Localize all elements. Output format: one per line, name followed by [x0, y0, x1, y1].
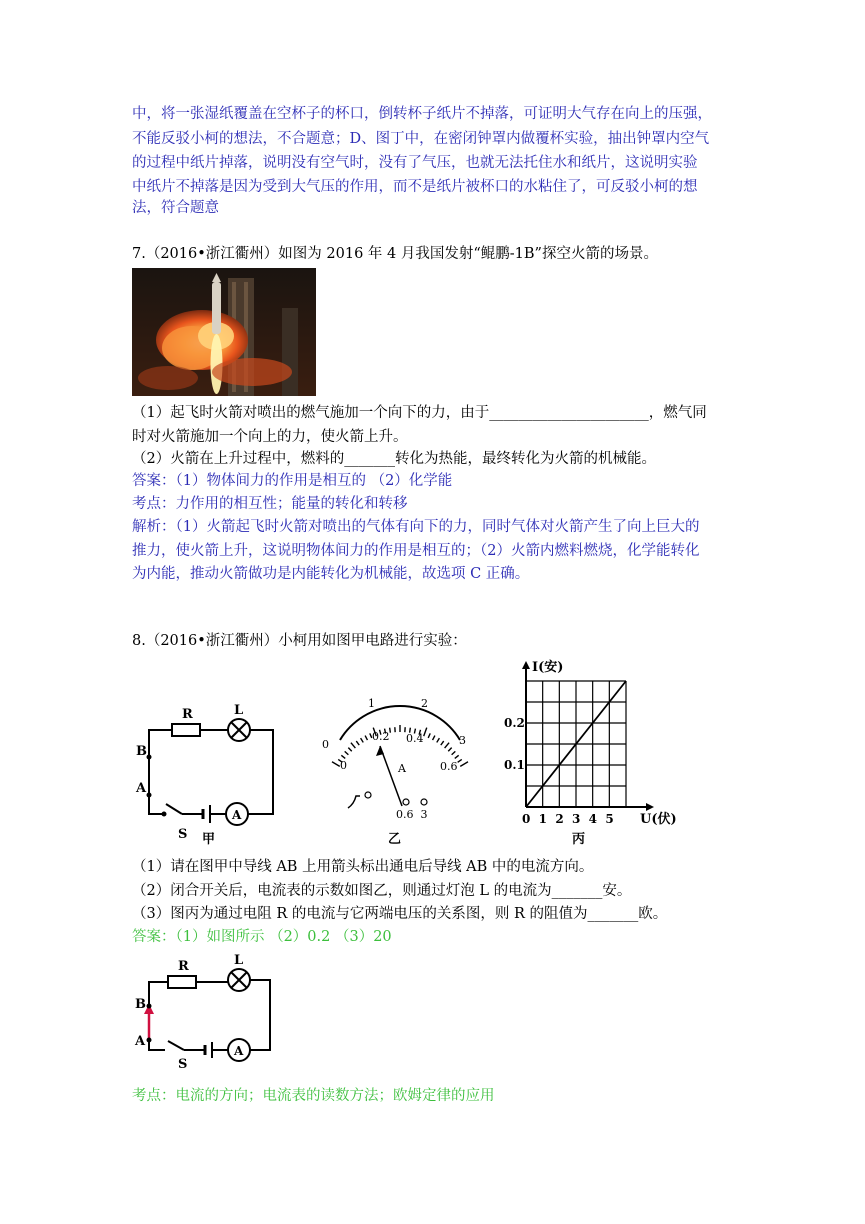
- x-tick-label: 2: [555, 812, 564, 826]
- ammeter-tick: [428, 733, 430, 738]
- ammeter-tick: [455, 755, 459, 758]
- ammeter-tick: [458, 759, 462, 762]
- circuit-diagram-jia: [132, 700, 282, 850]
- ammeter-unit: A: [398, 762, 406, 775]
- circuit-label-s: S: [178, 827, 188, 842]
- iu-chart-bing: [500, 655, 690, 850]
- circuit-label-a: A: [136, 781, 147, 796]
- ammeter-tick: [437, 738, 440, 742]
- answer-label-b: B: [135, 997, 146, 1012]
- x-tick-label: 3: [572, 812, 581, 826]
- y-tick-label: 0.2: [504, 716, 525, 730]
- x-tick-label: 1: [538, 812, 548, 826]
- caption-yi: 乙: [388, 832, 402, 847]
- ammeter-tick: [345, 751, 349, 754]
- prev-explanation-line-5: 法，符合题意: [132, 200, 219, 216]
- y-axis-label: I(安): [532, 660, 564, 675]
- q7-title: 7.（2016•浙江衢州）如图为 2016 年 4 月我国发射“鲲鹏-1B”探空火箭的场景。: [132, 246, 658, 262]
- ammeter-tick: [348, 748, 351, 752]
- ammeter-dial-yi: [318, 690, 478, 850]
- q7-jiexi-line-2: 推力，使火箭上升，这说明物体间力的作用是相互的；（2）火箭内燃料燃烧，化学能转化: [132, 543, 700, 559]
- ammeter-tick: [452, 751, 456, 754]
- q7-part2: （2）火箭在上升过程中，燃料的_______转化为热能，最终转化为火箭的机械能。: [132, 451, 656, 467]
- y-tick-label: 0.1: [504, 758, 525, 772]
- ammeter-tick: [351, 743, 355, 748]
- q8-kaodian: 考点：电流的方向；电流表的读数方法；欧姆定律的应用: [132, 1088, 495, 1104]
- ammeter-inner-zero: 0: [340, 759, 347, 772]
- prev-explanation-line-4: 中纸片不掉落是因为受到大气压的作用，而不是纸片被杯口的水粘住了，可反驳小柯的想: [132, 179, 698, 195]
- q7-part1-line-2: 时对火箭施加一个向上的力，使火箭上升。: [132, 429, 408, 445]
- ammeter-outer-3: 3: [459, 734, 466, 747]
- x-tick-label: 0: [522, 812, 531, 826]
- ammeter-tick: [361, 738, 364, 742]
- x-tick-label: 4: [588, 812, 598, 826]
- prev-explanation-line-2: 不能反驳小柯的想法，不合题意；D、图丁中，在密闭钟罩内做覆杯实验，抽出钟罩内空气: [132, 131, 710, 147]
- ammeter-tick: [433, 736, 435, 740]
- q8-part1: （1）请在图甲中导线 AB 上用箭头标出通电后导线 AB 中的电流方向。: [132, 859, 594, 875]
- x-tick-label: 5: [605, 812, 614, 826]
- answer-label-r: R: [178, 959, 189, 974]
- ammeter-inner-0-2: 0.2: [372, 730, 390, 743]
- ammeter-tick: [390, 728, 391, 733]
- ammeter-tick: [445, 743, 449, 748]
- ammeter-tick: [365, 736, 367, 740]
- q7-jiexi-line-3: 为内能，推动火箭做功是内能转化为机械能，故选项 C 正确。: [132, 566, 530, 582]
- answer-circuit-diagram: [132, 950, 282, 1070]
- ammeter-inner-0-4: 0.4: [406, 732, 424, 745]
- q7-answer: 答案：（1）物体间力的作用是相互的 （2）化学能: [132, 473, 453, 489]
- ammeter-tick: [424, 728, 427, 736]
- ammeter-tick: [448, 748, 451, 752]
- q7-kaodian: 考点：力作用的相互性；能量的转化和转移: [132, 496, 408, 512]
- ammeter-tick: [356, 741, 359, 745]
- ammeter-inner-0-6: 0.6: [440, 760, 458, 773]
- y-axis-arrow: [522, 661, 530, 669]
- prev-explanation-line-3: 的过程中纸片掉落，说明没有空气时，没有了气压，也就无法托住水和纸片，这说明实验: [132, 155, 698, 171]
- prev-explanation-line-1: 中，将一张湿纸覆盖在空杯子的杯口，倒转杯子纸片不掉落，可证明大气存在向上的压强，: [132, 106, 712, 122]
- ammeter-terminals: 0.6 3: [396, 808, 428, 821]
- q7-jiexi-line-1: 解析：（1）火箭起飞时火箭对喷出的气体有向下的力，同时气体对火箭产生了向上巨大的: [132, 519, 700, 535]
- x-axis-arrow: [646, 803, 654, 811]
- ammeter-outer-1: 1: [368, 697, 375, 710]
- ammeter-tick: [332, 762, 340, 767]
- ammeter-outer-2: 2: [421, 697, 428, 710]
- answer-label-a: A: [135, 1034, 146, 1049]
- circuit-label-l: L: [234, 703, 244, 718]
- circuit-label-r: R: [182, 707, 193, 722]
- q7-part1-line-1: （1）起飞时火箭对喷出的燃气施加一个向下的力，由于______________________，燃气同: [132, 405, 707, 421]
- ammeter-outer-0: 0: [322, 738, 329, 751]
- circuit-ammeter-label: A: [232, 808, 242, 822]
- ammeter-needle: [380, 746, 402, 806]
- q8-title: 8.（2016•浙江衢州）小柯用如图甲电路进行实验：: [132, 633, 467, 649]
- circuit-label-b: B: [136, 744, 147, 759]
- answer-ammeter-label: A: [234, 1044, 244, 1058]
- ammeter-tick: [341, 755, 345, 758]
- q8-part2: （2）闭合开关后，电流表的示数如图乙，则通过灯泡 L 的电流为_______安。: [132, 883, 632, 899]
- ammeter-tick: [441, 741, 444, 745]
- caption-bing: 丙: [572, 832, 586, 847]
- ammeter-tick: [460, 762, 468, 767]
- q8-answer: 答案：（1）如图所示 （2）0.2 （3）20: [132, 929, 392, 945]
- x-axis-label: U(伏): [640, 812, 677, 827]
- q8-part3: （3）图丙为通过电阻 R 的电流与它两端电压的关系图，则 R 的阻值为_______欧。: [132, 906, 668, 922]
- answer-label-s: S: [178, 1057, 188, 1070]
- caption-jia: 甲: [202, 832, 216, 847]
- answer-label-l: L: [234, 953, 244, 968]
- rocket-launch-photo: [132, 268, 316, 396]
